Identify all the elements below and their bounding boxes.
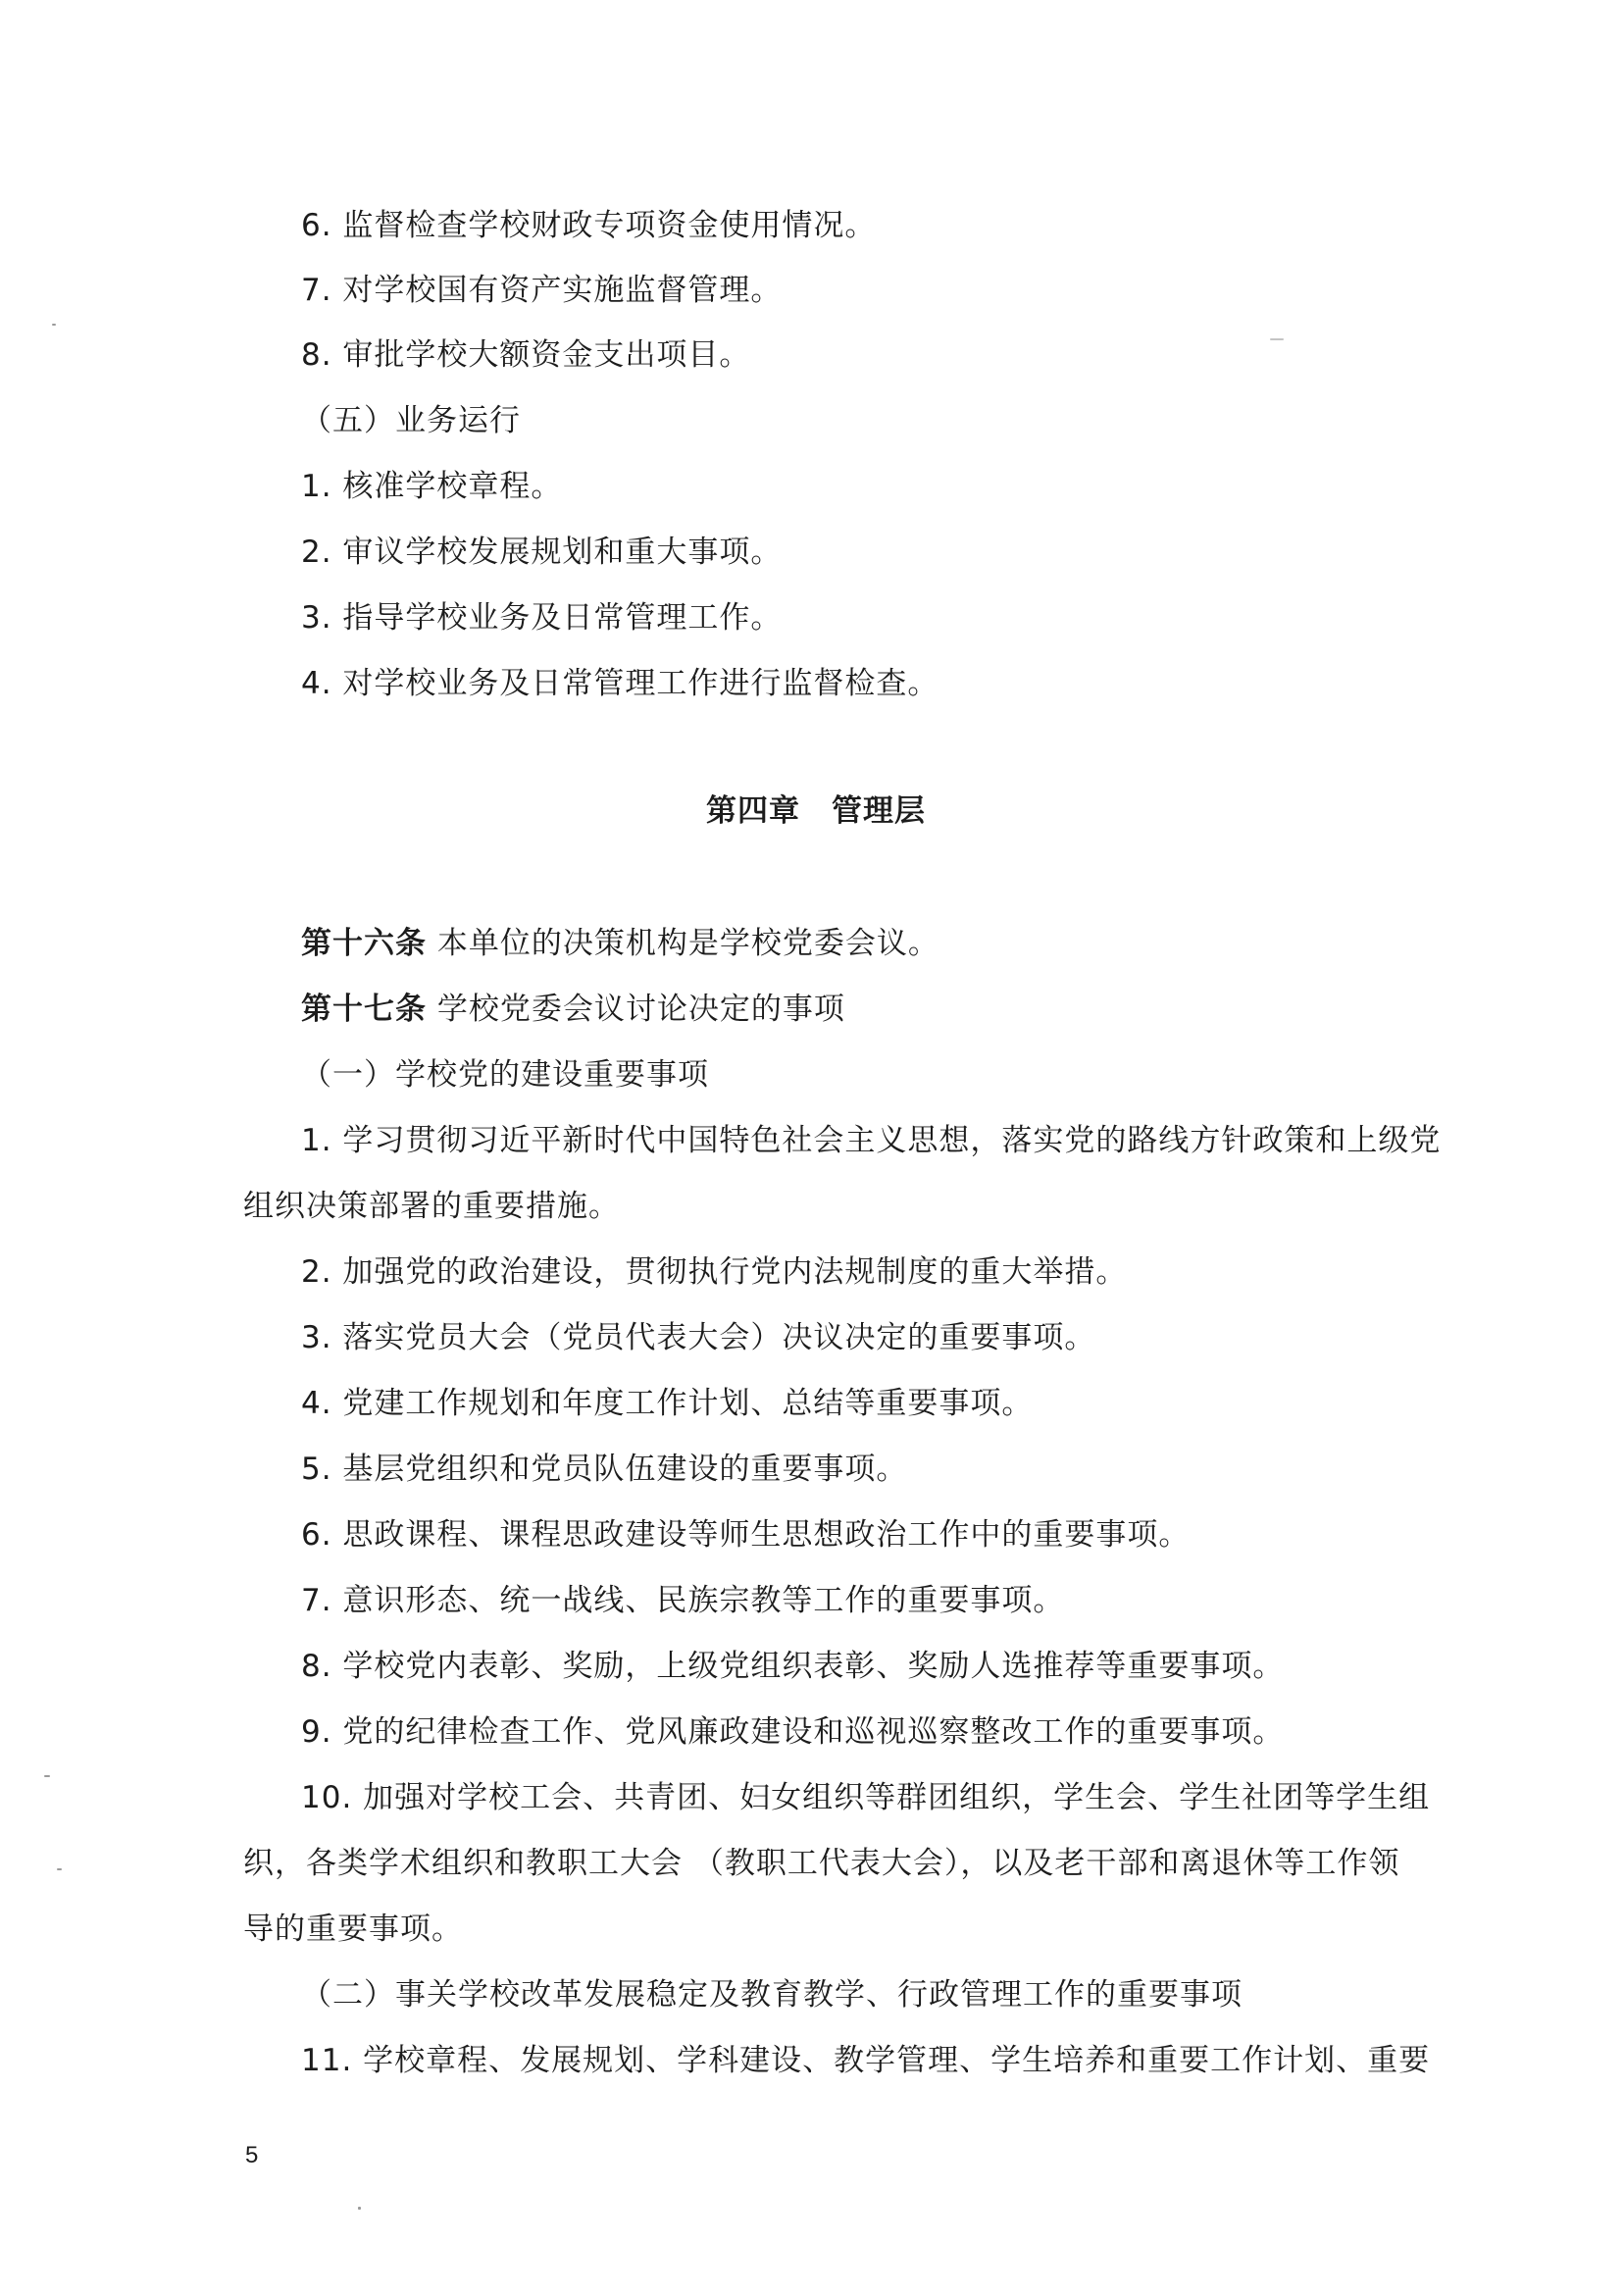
operation-item1: 1. 核准学校章程。 bbox=[301, 469, 563, 504]
party-item6: 6. 思政课程、课程思政建设等师生思想政治工作中的重要事项。 bbox=[301, 1517, 1191, 1553]
party-item10-line1: 10. 加强对学校工会、共青团、妇女组织等群团组织，学生会、学生社团等学生组 bbox=[301, 1780, 1431, 1815]
party-item9: 9. 党的纪律检查工作、党风廉政建设和巡视巡察整改工作的重要事项。 bbox=[301, 1714, 1285, 1750]
party-item10-line3: 导的重要事项。 bbox=[243, 1912, 463, 1947]
party-item1-line2: 组织决策部署的重要措施。 bbox=[243, 1189, 620, 1224]
article16 bbox=[301, 924, 939, 963]
operation-item3: 3. 指导学校业务及日常管理工作。 bbox=[301, 600, 783, 636]
scan-speck bbox=[52, 324, 56, 326]
section-operation-title: （五）业务运行 bbox=[301, 403, 521, 438]
scan-speck bbox=[1270, 338, 1284, 340]
operation-item4: 4. 对学校业务及日常管理工作进行监督检查。 bbox=[301, 666, 939, 701]
scan-speck bbox=[57, 1868, 62, 1870]
scan-speck bbox=[358, 2207, 361, 2210]
section5-item8: 8. 审批学校大额资金支出项目。 bbox=[301, 337, 751, 373]
operation-item2: 2. 审议学校发展规划和重大事项。 bbox=[301, 535, 783, 570]
article17-label: 第十七条 bbox=[301, 992, 427, 1027]
article17-text: 学校党委会议讨论决定的事项 bbox=[436, 992, 845, 1027]
party-item3: 3. 落实党员大会（党员代表大会）决议决定的重要事项。 bbox=[301, 1320, 1096, 1355]
party-item2: 2. 加强党的政治建设，贯彻执行党内法规制度的重大举措。 bbox=[301, 1254, 1128, 1290]
reform-item11-line1: 11. 学校章程、发展规划、学科建设、教学管理、学生培养和重要工作计划、重要 bbox=[301, 2043, 1431, 2078]
party-item8: 8. 学校党内表彰、奖励，上级党组织表彰、奖励人选推荐等重要事项。 bbox=[301, 1649, 1285, 1684]
article16-text: 本单位的决策机构是学校党委会议。 bbox=[436, 926, 939, 961]
article17 bbox=[301, 990, 845, 1029]
party-item7: 7. 意识形态、统一战线、民族宗教等工作的重要事项。 bbox=[301, 1583, 1065, 1618]
party-item4: 4. 党建工作规划和年度工作计划、总结等重要事项。 bbox=[301, 1386, 1034, 1421]
section5-item7: 7. 对学校国有资产实施监督管理。 bbox=[301, 273, 783, 308]
reform-title: （二）事关学校改革发展稳定及教育教学、行政管理工作的重要事项 bbox=[301, 1977, 1243, 2013]
party-item1-line1: 1. 学习贯彻习近平新时代中国特色社会主义思想，落实党的路线方针政策和上级党 bbox=[301, 1123, 1442, 1158]
party-item10-line2: 织，各类学术组织和教职工大会 （教职工代表大会），以及老干部和离退休等工作领 bbox=[243, 1846, 1400, 1881]
party-building-title: （一）学校党的建设重要事项 bbox=[301, 1057, 709, 1093]
section5-item6: 6. 监督检查学校财政专项资金使用情况。 bbox=[301, 208, 877, 243]
scan-speck bbox=[44, 1775, 50, 1777]
page-number: 5 bbox=[245, 2142, 259, 2168]
chapter-title: 第四章 管理层 bbox=[706, 793, 926, 829]
article16-label: 第十六条 bbox=[301, 926, 427, 961]
party-item5: 5. 基层党组织和党员队伍建设的重要事项。 bbox=[301, 1452, 908, 1487]
